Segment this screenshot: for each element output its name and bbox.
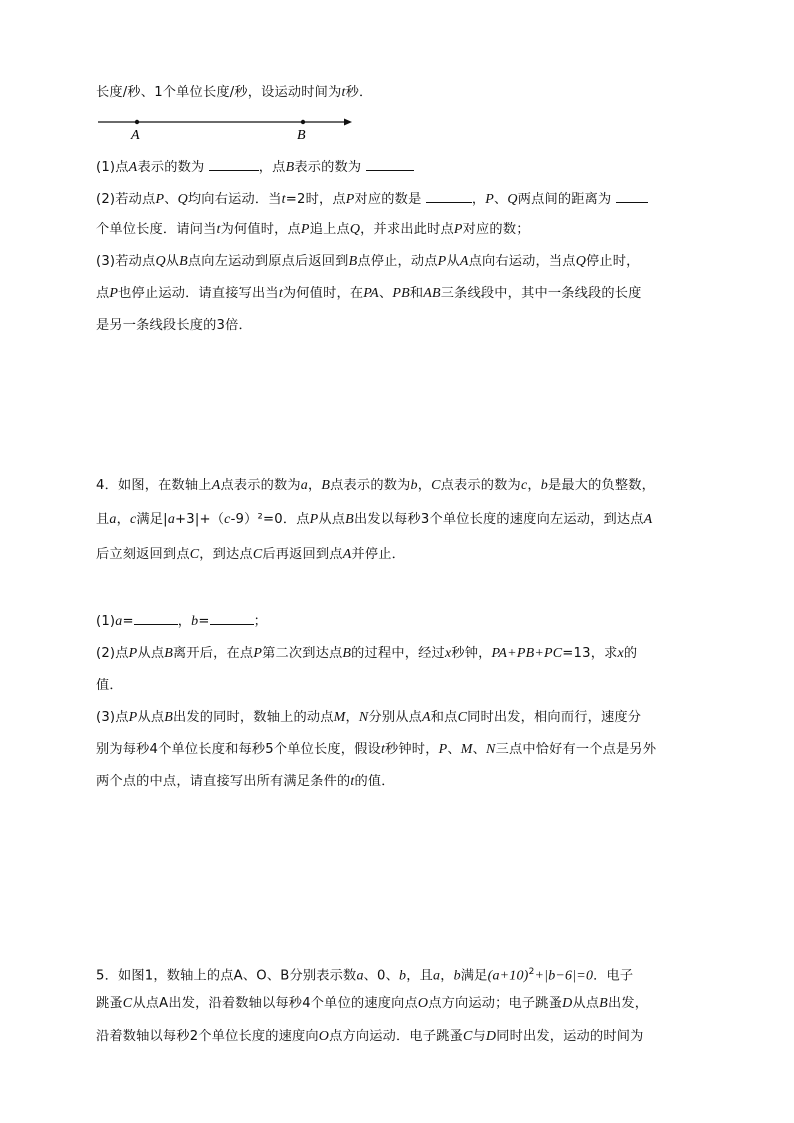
var: A: [643, 512, 653, 527]
text: ，: [177, 614, 192, 629]
text: =: [122, 614, 134, 629]
var: P: [109, 286, 119, 301]
var: AB: [423, 286, 441, 301]
text: -9）²=0．点: [230, 512, 310, 527]
text: 值．: [96, 678, 123, 693]
text: ，点: [258, 160, 286, 175]
text: 同时出发，运动的时间为: [496, 1029, 644, 1044]
text: 对应的数；: [462, 222, 530, 237]
var: c: [520, 478, 528, 493]
var: C: [462, 1029, 473, 1044]
text: 的过程中，经过: [351, 646, 445, 661]
text: 和点: [430, 710, 458, 725]
text: ．电子: [593, 968, 634, 984]
q4-part2-line2: [96, 677, 123, 695]
text: 从点: [572, 996, 600, 1011]
var: PA+PB+PC: [491, 646, 563, 661]
var: b: [540, 478, 548, 493]
text: (3)若动点: [96, 254, 156, 269]
text: 为何值时，在: [282, 286, 364, 301]
var: t: [281, 192, 286, 207]
text: 、: [164, 192, 178, 207]
q3-part1: [96, 158, 414, 177]
text: 从: [446, 254, 460, 269]
var: Q: [155, 254, 166, 269]
text: 跳蚤: [96, 996, 123, 1011]
var: M: [460, 742, 473, 757]
q4-part3-line3: [96, 773, 395, 791]
text: ，: [417, 478, 432, 493]
text: 点: [96, 286, 110, 301]
var: P: [437, 254, 447, 269]
text: 、: [494, 192, 508, 207]
text: (3)点: [96, 710, 129, 725]
label-b: B: [297, 128, 306, 143]
text: 后立刻返回到点: [96, 547, 190, 562]
var: P: [155, 192, 165, 207]
text: 点表示的数为: [220, 478, 301, 493]
text: 三条线段中，其中一条线段的长度: [440, 286, 642, 301]
var: A: [342, 547, 352, 562]
var: P: [438, 742, 448, 757]
text: ；: [253, 614, 267, 629]
var: B: [285, 160, 295, 175]
var: B: [179, 254, 188, 269]
text: 满足: [460, 968, 488, 984]
var: B: [348, 254, 358, 269]
text: 从点: [137, 710, 165, 725]
text: ，: [116, 512, 130, 527]
text: 点方向运动；电子跳蚤: [428, 996, 563, 1011]
var: Q: [575, 254, 587, 269]
text: 、: [472, 742, 487, 757]
q4-line1: [96, 477, 655, 495]
var: x: [444, 646, 452, 661]
text: 表示的数为: [294, 160, 366, 175]
q4-part3-line2: [96, 741, 656, 759]
text: 个单位长度．请问当: [96, 222, 217, 237]
answer-blank: [616, 190, 648, 203]
text: 与: [472, 1029, 486, 1044]
var: B: [164, 710, 173, 725]
text: 从点A出发，沿着数轴以每秒4个单位的速度向点: [132, 996, 418, 1011]
text: 、0、: [363, 968, 400, 984]
text: 两点间的距离为: [517, 192, 616, 207]
var: D: [485, 1029, 497, 1044]
q3-intro-line: [96, 84, 372, 102]
q4-line3: [96, 546, 405, 564]
var: D: [562, 996, 573, 1011]
text: +3|+（: [175, 512, 225, 527]
text: 、: [447, 742, 461, 757]
var: B: [599, 996, 608, 1011]
var: O: [318, 1029, 330, 1044]
text: 表示的数为: [137, 160, 209, 175]
var: t: [278, 286, 283, 301]
text: (2)若动点: [96, 192, 156, 207]
formula: (a+10): [487, 968, 529, 984]
text: 是另一条线段长度的3倍．: [96, 318, 252, 333]
var: Q: [177, 192, 188, 207]
var: a: [433, 968, 441, 984]
var: B: [321, 478, 331, 493]
var-t: t: [341, 85, 346, 100]
var: a: [109, 512, 117, 527]
var: b: [191, 614, 199, 629]
q4-part2-line1: [96, 645, 637, 663]
var: P: [309, 512, 319, 527]
text: 秒．: [345, 85, 373, 100]
var: P: [345, 192, 355, 207]
text: 出发，: [607, 996, 649, 1011]
var: PB: [392, 286, 410, 301]
text: 停止时，: [586, 254, 640, 269]
q4-line2: [96, 511, 652, 529]
var: a: [300, 478, 308, 493]
answer-blank: [134, 612, 178, 625]
var: P: [128, 710, 138, 725]
q4-part1: [96, 612, 267, 631]
var: B: [164, 646, 173, 661]
text: 长度/秒、1个单位长度/秒，设运动时间为: [96, 85, 342, 100]
var: P: [485, 192, 495, 207]
text: 点方向运动．电子跳蚤: [329, 1029, 463, 1044]
text: ，: [308, 478, 322, 493]
var: b: [399, 968, 407, 984]
text: (1)点: [96, 160, 129, 175]
text: =2时，点: [285, 192, 346, 207]
var: c: [224, 512, 231, 527]
var: C: [122, 996, 133, 1011]
answer-blank: [209, 158, 259, 171]
var: t: [380, 742, 386, 757]
var: a: [167, 512, 176, 527]
answer-blank: [426, 190, 472, 203]
var: t: [350, 774, 355, 789]
text: ，: [471, 192, 486, 207]
answer-blank: [366, 158, 414, 171]
point-a: [135, 120, 139, 124]
var: B: [345, 512, 354, 527]
text: 别为每秒4个单位长度和每秒5个单位长度，假设: [96, 742, 381, 757]
var: a: [115, 614, 123, 629]
text: 对应的数是: [354, 192, 426, 207]
var: N: [358, 710, 369, 725]
text: 点表示的数为: [440, 478, 521, 493]
text: ，: [345, 710, 359, 725]
text: 从点: [318, 512, 346, 527]
exponent: 2: [528, 967, 535, 977]
text: 同时出发，相向而行，速度分: [467, 710, 642, 725]
var: P: [300, 222, 310, 237]
text: (2)点: [96, 646, 129, 661]
text: 从: [165, 254, 180, 269]
text: 是最大的负整数，: [547, 478, 656, 493]
text: 追上点: [309, 222, 350, 237]
text: 点停止，动点: [357, 254, 438, 269]
text: 均向右运动．当: [187, 192, 282, 207]
var: A: [211, 478, 221, 493]
text: 并停止．: [351, 547, 406, 562]
q5-line3: [96, 1028, 644, 1046]
text: 沿着数轴以每秒2个单位长度的速度向: [96, 1029, 319, 1044]
q3-part2-line1: [96, 190, 648, 209]
var: A: [422, 710, 431, 725]
var: C: [431, 478, 441, 493]
text: 点表示的数为: [330, 478, 411, 493]
var: A: [459, 254, 469, 269]
text: ，并求出此时点: [360, 222, 454, 237]
text: ，: [440, 968, 454, 984]
var: A: [128, 160, 138, 175]
text: 和: [409, 286, 424, 301]
var: c: [129, 512, 137, 527]
var: B: [342, 646, 352, 661]
text: 秒钟时，: [385, 742, 439, 757]
text: 为何值时，点: [220, 222, 301, 237]
q3-part3-line2: [96, 285, 642, 303]
answer-blank: [210, 612, 254, 625]
text: 第二次到达点: [262, 646, 343, 661]
formula: +|b−6|=0: [534, 968, 594, 984]
var: x: [617, 646, 624, 661]
q3-part3-line3: [96, 317, 252, 335]
var: a: [356, 968, 364, 984]
text: ，且: [406, 968, 433, 984]
text: =: [198, 614, 210, 629]
q5-line1: [96, 963, 633, 985]
var: C: [457, 710, 468, 725]
var: C: [252, 547, 263, 562]
text: 也停止运动．请直接写出当: [118, 286, 279, 301]
text: 点向右运动，当点: [468, 254, 576, 269]
arrow-head-icon: [344, 119, 352, 126]
text: 出发以每秒3个单位长度的速度向左运动，到达点: [353, 512, 644, 527]
text: 离开后，在点: [172, 646, 254, 661]
text: 点向左运动到原点后返回到: [187, 254, 349, 269]
q4-part3-line1: [96, 709, 641, 727]
var: P: [253, 646, 263, 661]
var: M: [333, 710, 346, 725]
text: 的: [623, 646, 638, 661]
var: P: [128, 646, 138, 661]
text: 的值．: [354, 774, 395, 789]
var: PA: [363, 286, 379, 301]
point-b: [301, 120, 305, 124]
text: 4．如图，在数轴上: [96, 478, 212, 493]
text: 出发的同时，数轴上的动点: [172, 710, 334, 725]
text: 三点中恰好有一个点是另外: [495, 742, 657, 757]
q3-part2-line2: [96, 221, 530, 239]
text: 满足|: [136, 512, 168, 527]
var: N: [486, 742, 496, 757]
var: t: [216, 222, 221, 237]
q3-part3-line1: [96, 253, 640, 271]
text: (1): [96, 614, 116, 629]
text: 后再返回到点: [262, 547, 343, 562]
var: P: [453, 222, 463, 237]
var: Q: [507, 192, 518, 207]
var: C: [189, 547, 200, 562]
var: Q: [349, 222, 361, 237]
number-line-figure: [90, 112, 360, 144]
text: 5．如图1，数轴上的点A、O、B分别表示数: [96, 968, 357, 984]
var: O: [417, 996, 429, 1011]
text: 、: [378, 286, 393, 301]
label-a: A: [131, 128, 140, 143]
text: 分别从点: [368, 710, 423, 725]
text: =13，求: [562, 646, 618, 661]
text: 秒钟，: [451, 646, 492, 661]
var: b: [453, 968, 461, 984]
text: ，: [527, 478, 541, 493]
text: ，到达点: [199, 547, 253, 562]
q5-line2: [96, 995, 648, 1013]
text: 且: [96, 512, 110, 527]
text: 从点: [137, 646, 165, 661]
text: 两个点的中点，请直接写出所有满足条件的: [96, 774, 351, 789]
var: b: [410, 478, 418, 493]
